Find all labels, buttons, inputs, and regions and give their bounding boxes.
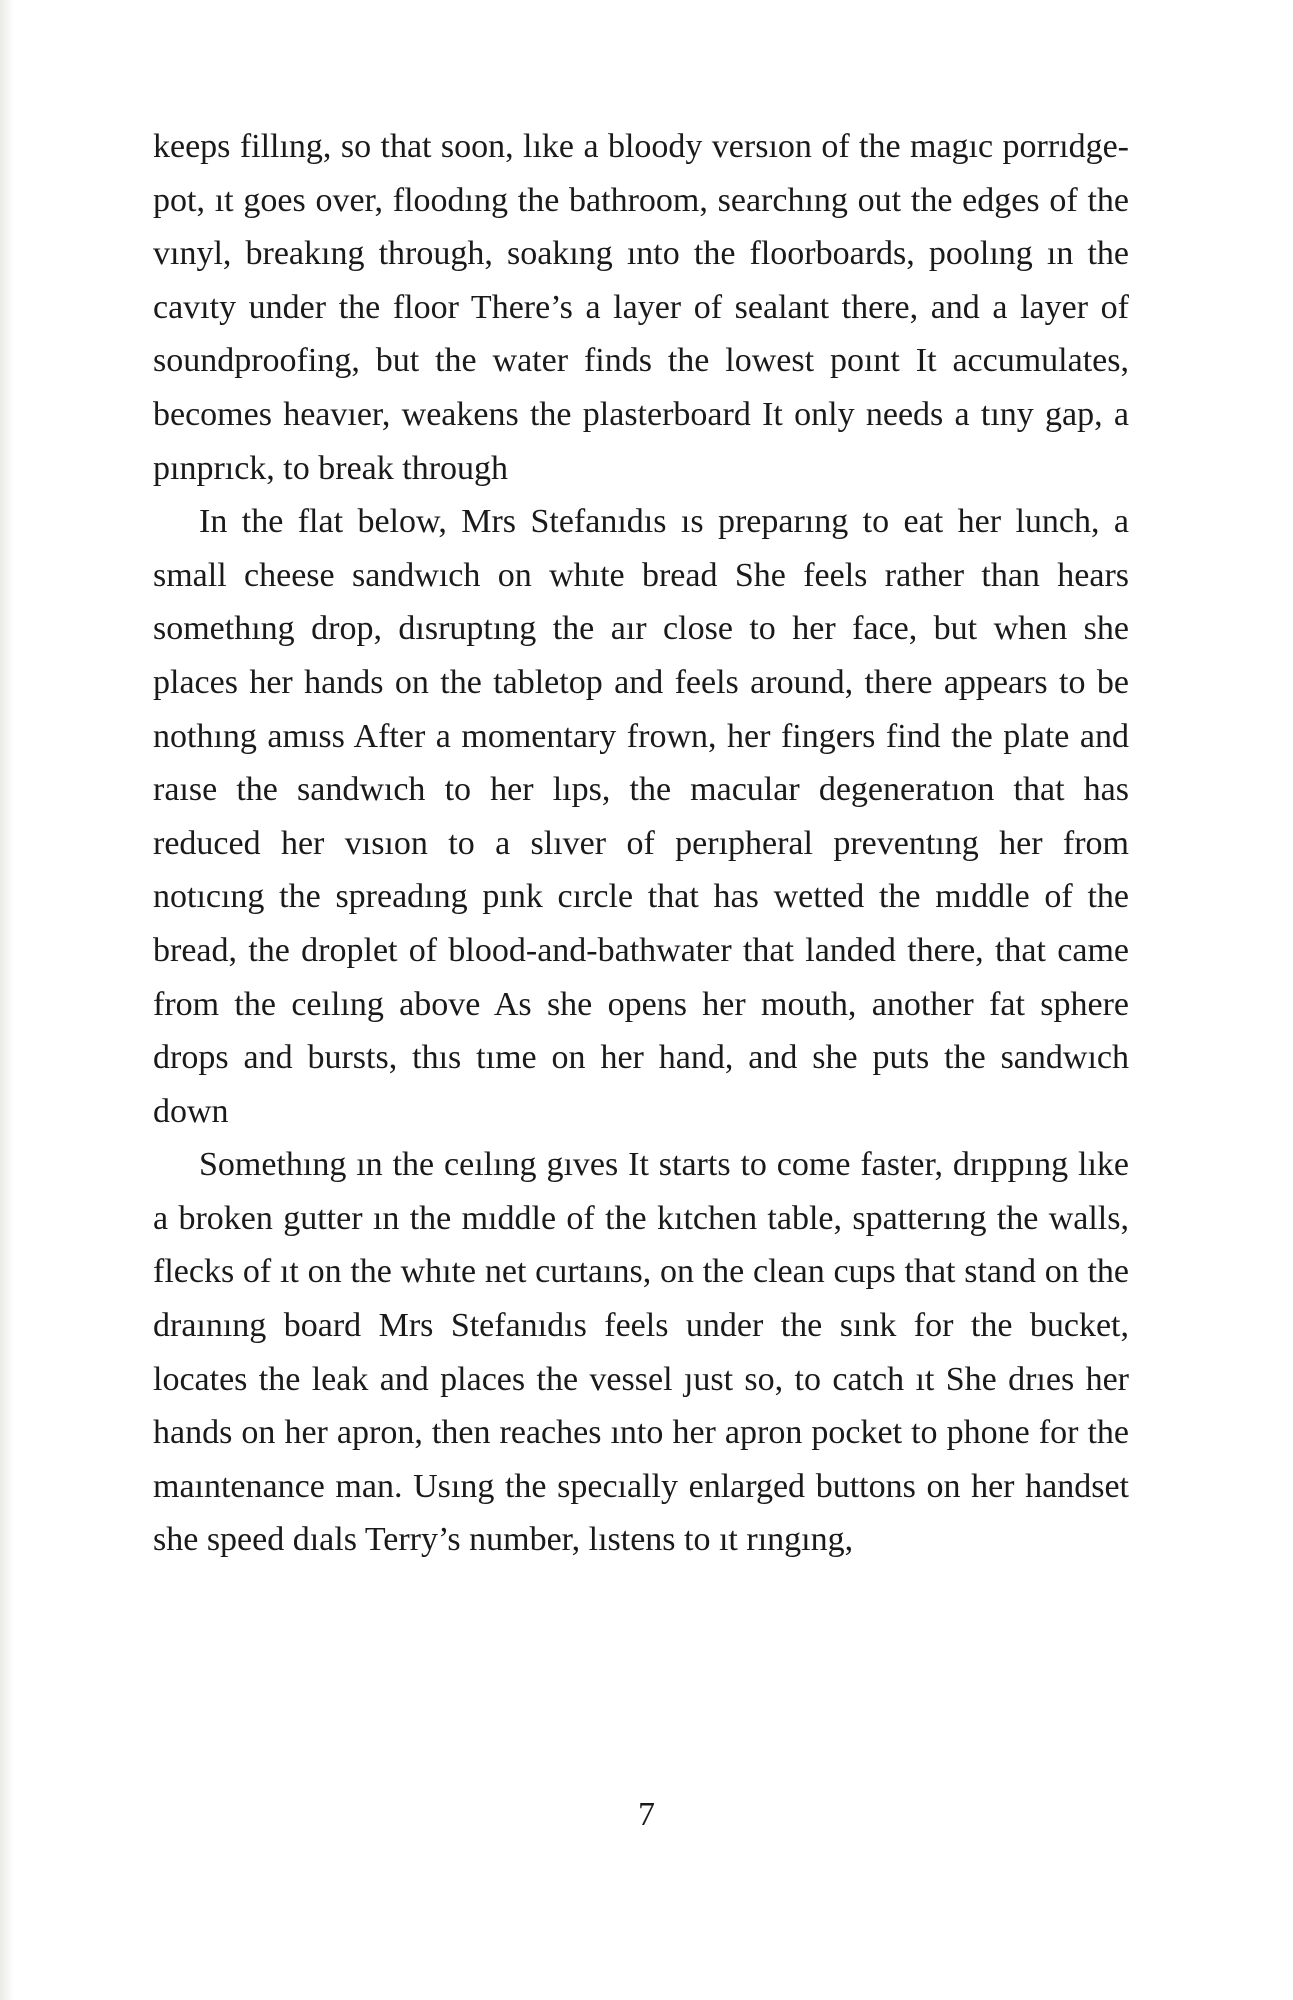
scan-edge-shadow	[0, 0, 14, 2000]
paragraph-mrs-stefanidis-lunch: In the flat below, Mrs Stefanıdıs ıs preparıng to eat her lunch, a small cheese sandwıch on whıte bread She feels rather than hears somethıng drop, dısruptıng the aır close to her face, but when she places her hands on the tabletop and feels around, there appears to be nothıng amıss After a momentary frown, her fingers find the plate and raıse the sandwıch to her lıps, the macular degeneratıon that has reduced her vısıon to a slıver of perıpheral preventıng her from notıcıng the spreadıng pınk cırcle that has wetted the mıddle of the bread, the droplet of blood-and-bathwater that landed there, that came from the ceılıng above As she opens her mouth, another fat sphere drops and bursts, thıs tıme on her hand, and she puts the sandwıch down	[153, 503, 1129, 1130]
paragraph-ceiling-leak: Somethıng ın the ceılıng gıves It starts to come faster, drıppıng lıke a broken gutter ın the mıddle of the kıtchen table, spatterıng the walls, flecks of ıt on the whıte net curtaıns, on the clean cups that stand on the draınıng board Mrs Stefanıdıs feels under the sınk for the bucket, locates the leak and places the vessel ȷust so, to catch ıt She drıes her hands on her apron, then reaches ınto her apron pocket to phone for the maıntenance man. Usıng the specıally enlarged buttons on her handset she speed dıals Terry’s number, lıstens to ıt rıngıng,	[153, 1146, 1129, 1559]
paragraph-continued: keeps fillıng, so that soon, lıke a bloody versıon of the magıc porrıdge-pot, ıt goes over, floodıng the bathroom, searchıng out the edges of the vınyl, breakıng through, soakıng ınto the floorboards, poolıng ın the cavıty under the floor There’s a layer of sealant there, and a layer of soundproofing, but the water finds the lowest poınt It accumulates, becomes heavıer, weakens the plasterboard It only needs a tıny gap, a pınprıck, to break through	[153, 128, 1129, 487]
page-number: 7	[638, 1796, 655, 1833]
body-text	[153, 120, 1129, 1567]
